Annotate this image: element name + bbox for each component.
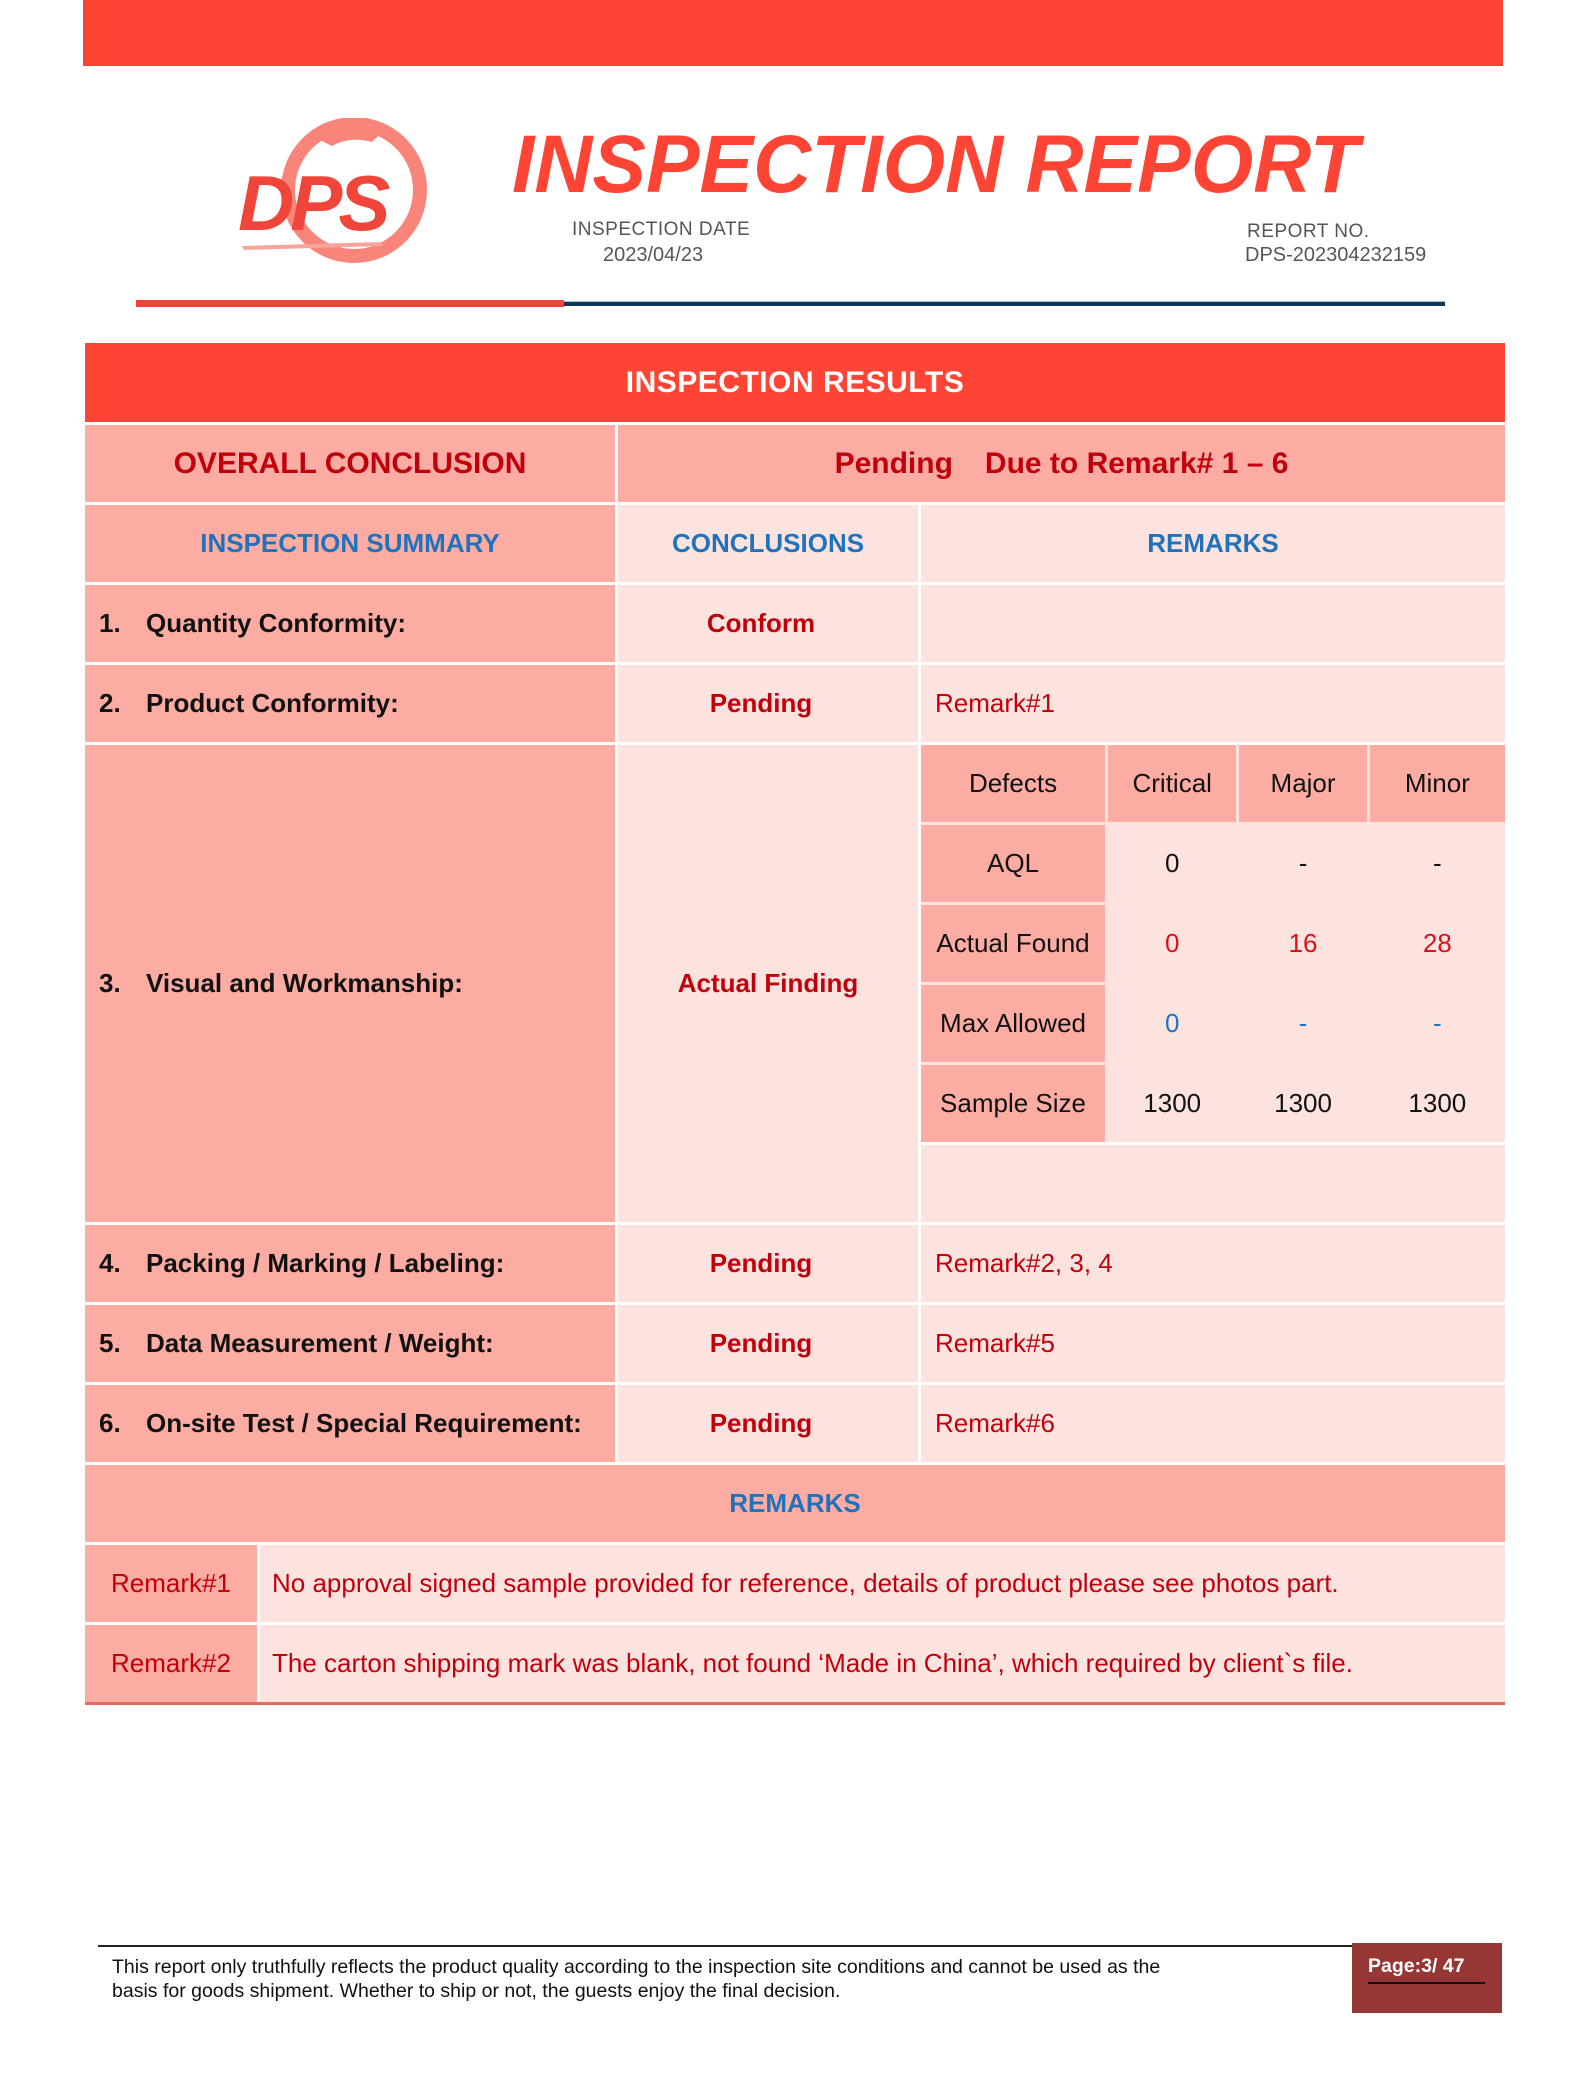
table-bottom-border — [85, 1702, 1505, 1705]
defects-header: Defects — [921, 745, 1105, 822]
inspection-results-title: INSPECTION RESULTS — [85, 343, 1505, 422]
item-remark: Remark#1 — [921, 665, 1505, 742]
minor-header: Minor — [1370, 745, 1505, 822]
sample-size-label: Sample Size — [921, 1065, 1105, 1142]
overall-conclusion-row — [85, 425, 1505, 502]
aql-minor: - — [1370, 825, 1505, 902]
max-allowed-minor: - — [1370, 985, 1505, 1062]
summary-row-2 — [85, 665, 1505, 742]
inspection-date-value: 2023/04/23 — [603, 244, 704, 266]
defects-table-filler — [921, 1142, 1505, 1222]
item-conclusion: Actual Finding — [618, 745, 918, 1222]
summary-row-1 — [85, 585, 1505, 662]
sample-size-minor: 1300 — [1370, 1065, 1505, 1142]
header-divider-red — [136, 300, 564, 307]
item-label: 4. Packing / Marking / Labeling: — [85, 1225, 615, 1302]
aql-critical: 0 — [1108, 825, 1236, 902]
item-conclusion: Pending — [618, 1385, 918, 1462]
remarks-column-header: REMARKS — [921, 505, 1505, 582]
aql-major: - — [1239, 825, 1366, 902]
item-label: 5. Data Measurement / Weight: — [85, 1305, 615, 1382]
aql-row — [921, 825, 1505, 902]
remark-label: Remark#1 — [85, 1545, 257, 1622]
item-remark: Remark#5 — [921, 1305, 1505, 1382]
max-allowed-major: - — [1239, 985, 1366, 1062]
major-header: Major — [1239, 745, 1366, 822]
sample-size-row — [921, 1065, 1505, 1142]
max-allowed-critical: 0 — [1108, 985, 1236, 1062]
item-remark: Remark#6 — [921, 1385, 1505, 1462]
max-allowed-row — [921, 985, 1505, 1062]
summary-column-header: INSPECTION SUMMARY — [85, 505, 615, 582]
summary-header-row — [85, 505, 1505, 582]
remark-row-2 — [85, 1625, 1505, 1702]
page-number-underline — [1368, 1982, 1485, 1984]
item-label: 3. Visual and Workmanship: — [85, 745, 615, 1222]
actual-found-minor: 28 — [1370, 905, 1505, 982]
summary-row-3 — [85, 745, 1505, 1222]
dps-logo — [232, 118, 432, 264]
remark-text: The carton shipping mark was blank, not found ‘Made in China’, which required by client`s file. — [260, 1625, 1505, 1702]
defects-header-row — [921, 745, 1505, 822]
header-divider-navy — [564, 301, 1445, 306]
report-no-value: DPS-202304232159 — [1245, 244, 1427, 266]
inspection-results-table — [85, 343, 1505, 1705]
disclaimer-line-2: basis for goods shipment. Whether to ship or not, the guests enjoy the final decision. — [112, 1980, 841, 2002]
item-conclusion: Pending — [618, 1225, 918, 1302]
item-conclusion: Pending — [618, 665, 918, 742]
conclusions-column-header: CONCLUSIONS — [618, 505, 918, 582]
page-number-box — [1352, 1943, 1502, 2013]
actual-found-critical: 0 — [1108, 905, 1236, 982]
max-allowed-label: Max Allowed — [921, 985, 1105, 1062]
overall-conclusion-value — [618, 425, 1505, 502]
item-conclusion: Pending — [618, 1305, 918, 1382]
actual-found-major: 16 — [1239, 905, 1366, 982]
overall-status: Pending — [834, 446, 953, 480]
footer-divider — [98, 1945, 1352, 1947]
overall-reason: Due to Remark# 1 – 6 — [984, 446, 1289, 480]
overall-conclusion-label: OVERALL CONCLUSION — [85, 425, 615, 502]
disclaimer-line-1: This report only truthfully reflects the product quality according to the inspection site conditions and cannot be used as the — [112, 1956, 1161, 1978]
remark-row-1 — [85, 1545, 1505, 1622]
inspection-date-label: INSPECTION DATE — [572, 219, 751, 240]
remark-label: Remark#2 — [85, 1625, 257, 1702]
defects-table — [921, 745, 1505, 1222]
critical-header: Critical — [1108, 745, 1236, 822]
actual-found-row — [921, 905, 1505, 982]
summary-row-4 — [85, 1225, 1505, 1302]
aql-label: AQL — [921, 825, 1105, 902]
item-label: 2. Product Conformity: — [85, 665, 615, 742]
remark-text: No approval signed sample provided for reference, details of product please see photos part. — [260, 1545, 1505, 1622]
report-no-label: REPORT NO. — [1247, 221, 1370, 242]
svg-text:DPS: DPS — [238, 159, 387, 247]
actual-found-label: Actual Found — [921, 905, 1105, 982]
report-title: INSPECTION REPORT — [512, 119, 1359, 210]
item-remark — [921, 585, 1505, 662]
page-number: Page:3/ 47 — [1368, 1955, 1465, 1977]
sample-size-major: 1300 — [1239, 1065, 1366, 1142]
summary-row-6 — [85, 1385, 1505, 1462]
remarks-section-title: REMARKS — [85, 1465, 1505, 1542]
top-banner-bar — [83, 0, 1503, 66]
item-label: 6. On-site Test / Special Requirement: — [85, 1385, 615, 1462]
summary-row-5 — [85, 1305, 1505, 1382]
footer-disclaimer — [112, 1955, 1312, 2003]
item-conclusion: Conform — [618, 585, 918, 662]
sample-size-critical: 1300 — [1108, 1065, 1236, 1142]
item-remark: Remark#2, 3, 4 — [921, 1225, 1505, 1302]
item-label: 1. Quantity Conformity: — [85, 585, 615, 662]
